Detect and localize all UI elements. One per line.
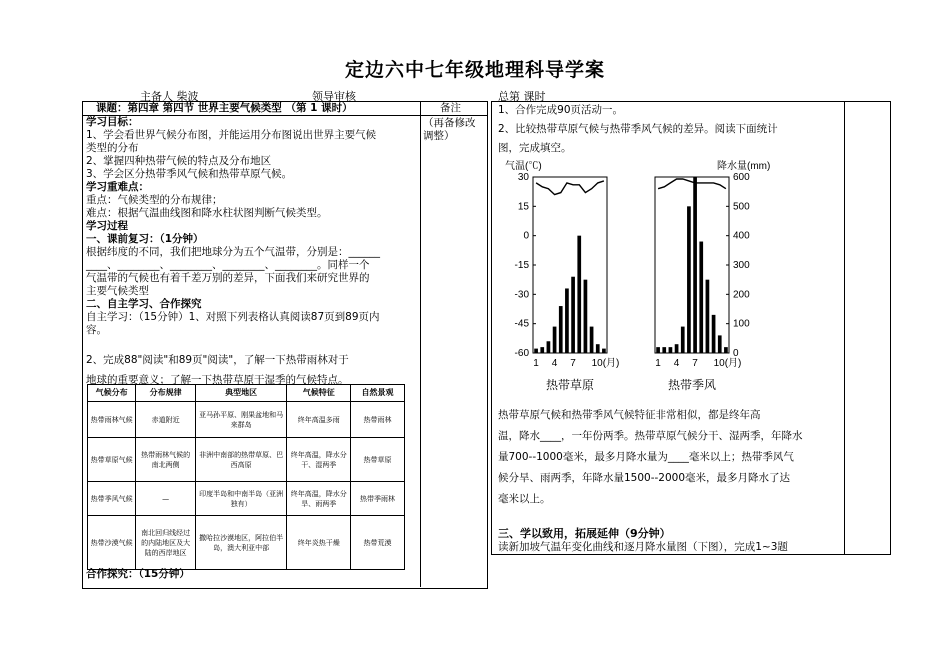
precip-bar [712,315,716,353]
chart-title: 热带季风 [667,378,717,392]
left-line: 一、课前复习：（1分钟） [86,233,204,245]
left-line: 2、掌握四种热带气候的特点及分布地区 [86,155,272,167]
y-tick-label: 0 [523,230,529,242]
y-tick-label: 300 [733,260,750,271]
left-line: 3、学会区分热带季风气候和热带草原气候。 [86,168,293,180]
left-line: 自主学习：（15分钟）1、对照下列表格认真阅读87页到89页内 [86,311,380,323]
left-line: 学习目标： [86,116,139,128]
table-cell: 终年炎热干燥 [287,516,351,570]
left-line: 主要气候类型 [86,285,149,297]
y-tick-label: -15 [514,260,529,271]
left-line: 根据纬度的不同，我们把地球分为五个气温带，分别是：______ [86,246,380,258]
precip-bar [534,349,538,353]
left-line: 地球的重要意义；了解一下热带草原干湿季的气候特点。 [86,374,349,386]
table-row [88,402,405,438]
table-cell: 热带季风气候 [88,482,136,516]
table-cell: 热带草原气候 [88,438,136,482]
topic-label: 课题：第四章 第四节 世界主要气候类型 （第 1 课时） [96,102,353,114]
remark-head: 备注 [440,102,461,114]
precip-bar [540,347,544,353]
y-tick-label: 600 [733,172,750,183]
precip-bar [669,347,673,353]
precip-bar [699,242,703,353]
table-cell: 热带季雨林 [351,482,405,516]
left-line: 类型的分布 [86,142,139,154]
table-header: 分布规律 [136,385,196,402]
right-para [498,405,803,510]
temperature-line [658,179,726,189]
table-cell: 终年高温，降水分旱、雨两季 [287,482,351,516]
left-line: 重点：气候类型的分布规律； [86,194,223,206]
precip-bar [577,236,581,353]
left-line: 1、学会看世界气候分布图，并能运用分布图说出世界主要气候 [86,129,377,141]
right-para-line: 热带草原气候和热带季风气候特征非常相似，都是终年高 [498,409,761,421]
host-label: 主备人 柴波 [140,90,199,103]
table-cell: 南北回归线经过的内陆地区及大陆的西岸地区 [136,516,196,570]
y-tick-label: 15 [517,201,529,213]
left-line: 学习过程 [86,220,128,232]
total-label: 总第 课时 [498,90,546,103]
table-cell: 终年高温多雨 [287,402,351,438]
table-cell: 热带沙漠气候 [88,516,136,570]
y-tick-label: 0 [733,348,739,359]
table-row [88,516,405,570]
table-cell: 亚马孙平原、刚果盆地和马来群岛 [195,402,287,438]
precip-bar [596,344,600,353]
right-line: 2、比较热带草原气候与热带季风气候的差异。阅读下面统计 [498,123,778,135]
precip-bar [687,206,691,353]
precip-bar [718,335,722,353]
table-cell: 热带雨林 [351,402,405,438]
table-header: 气候分布 [88,385,136,402]
table-cell: 热带荒漠 [351,516,405,570]
section3-text: 读新加坡气温年变化曲线和逐月降水量图（下图），完成1~3题 [498,541,788,553]
y-tick-label: 100 [733,318,750,330]
precip-bar [547,341,551,353]
precip-bar [553,327,557,353]
y-axis-title-left: 气温(℃) [505,161,542,172]
table-cell: 热带草原 [351,438,405,482]
precip-bar [584,280,588,353]
table-cell: 热带雨林气候 [88,402,136,438]
table-row [88,482,405,516]
x-tick-label: 1 [533,358,539,369]
left-text-block [86,116,420,390]
precip-bar [681,327,685,353]
x-tick-label: 7 [570,358,576,369]
right-para-line: 毫米以上。 [498,493,551,505]
precip-bar [559,306,563,353]
precip-bar [724,347,728,353]
table-cell: 撒哈拉沙漠地区，阿拉伯半岛，澳大利亚中部 [195,516,287,570]
right-para-line: 量700--1000毫米，最多月降水量为____毫米以上；热带季风气 [498,451,794,463]
precip-bar [571,277,575,353]
table-header: 自然景观 [351,385,405,402]
y-tick-label: 200 [733,289,750,301]
left-line: 容。 [86,324,107,336]
left-line: 二、自主学习、合作探究 [86,298,202,310]
right-line: 图，完成填空。 [498,142,572,154]
y-tick-label: 400 [733,230,750,242]
left-line: 2、完成88"阅读"和89页"阅读"，了解一下热带雨林对于 [86,354,349,366]
y-tick-label: -30 [514,289,529,301]
table-header: 典型地区 [195,385,287,402]
left-line: 学习重难点： [86,181,149,193]
precip-bar [675,344,679,353]
right-line: 1、合作完成90页活动一。 [498,104,624,116]
y-tick-label: -60 [514,348,529,359]
table-header: 气候特征 [287,385,351,402]
precip-bar [590,327,594,353]
right-para-line: 温，降水____，一年份两季。热带草原气候分干、湿两季，年降水 [498,430,803,442]
right-para-line: 候分旱、雨两季，年降水量1500--2000毫米，最多月降水了达 [498,472,791,484]
reviewer-label: 领导审核 [312,90,356,103]
temperature-line [536,181,604,195]
y-tick-label: 500 [733,201,750,213]
table-cell: 终年高温，降水分干、湿两季 [287,438,351,482]
precip-bar [656,347,660,353]
x-tick-label: 10(月) [591,358,620,369]
left-line [86,337,420,350]
table-row [88,438,405,482]
remark-body-1: （再备修改 [423,117,476,129]
right-intro [498,101,778,158]
x-tick-label: 4 [673,358,680,369]
precip-bar [662,347,666,353]
precip-bar [602,349,606,353]
coop-label: 合作探究：（15分钟） [86,568,190,580]
x-tick-label: 1 [655,358,661,369]
table-cell: 赤道附近 [136,402,196,438]
remark-body-2: 调整） [423,130,455,142]
precip-bar [693,177,697,353]
x-tick-label: 4 [551,358,558,369]
left-line: 难点：根据气温曲线图和降水柱状图判断气候类型。 [86,207,328,219]
x-tick-label: 10(月) [713,358,742,369]
y-tick-label: -45 [514,318,529,330]
precip-bar [706,280,710,353]
precip-bar [565,288,569,353]
climate-charts [495,155,770,395]
page-title: 定边六中七年级地理科导学案 [344,59,605,81]
table-cell: 非洲中南部的热带草原、巴西高原 [195,438,287,482]
table-cell: — [136,482,196,516]
plot-frame [655,177,729,353]
table-cell: 印度半岛和中南半岛（亚洲独有） [195,482,287,516]
chart-title: 热带草原 [545,378,595,392]
climate-table [87,384,405,570]
table-cell: 热带雨林气候的南北两侧 [136,438,196,482]
plot-frame [533,177,607,353]
y-tick-label: 30 [517,172,529,183]
section3-heading: 三、学以致用，拓展延伸（9分钟） [498,527,671,540]
y-axis-title-right: 降水量(mm) [717,161,770,172]
x-tick-label: 7 [692,358,698,369]
left-line: ____、________、________、________、________。同样一个 [86,259,370,271]
left-line: 气温带的气候也有着千差万别的差异，下面我们来研究世界的 [86,272,370,284]
